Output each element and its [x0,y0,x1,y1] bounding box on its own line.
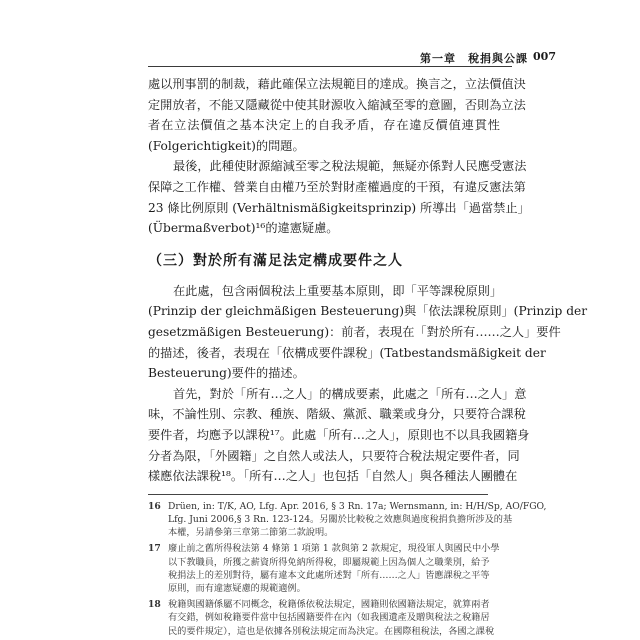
text-line: 處以刑事罰的制裁，藉此確保立法規範目的達成。換言之，立法價值決 [148,77,526,91]
footnote-16 [148,500,547,540]
footnote-number: 17 [148,543,161,555]
running-header: 第一章 稅捐與公課 [420,52,528,65]
text-line: 在此處，包含兩個稅法上重要基本原則，即「平等課稅原則」 [173,283,503,298]
footnote-line: 稅籍與國籍係屬不同概念，稅籍係依稅法規定，國籍則依國籍法規定，就算兩者 [168,599,490,611]
footnote-rule [148,494,488,495]
text-line: 要件者，均應予以課稅¹⁷。此處「所有…之人」，原則也不以具我國籍身 [148,427,530,442]
text-line: (Prinzip der gleichmäßigen Besteuerung)與「依法課稅原則」(Prinzip der [148,304,588,319]
section-heading: （三）對於所有滿足法定構成要件之人 [148,252,403,269]
page-number: 007 [533,50,556,63]
footnote-18 [148,598,500,638]
paragraph-4 [148,384,530,487]
footnote-number: 16 [148,500,161,512]
text-line: 保障之工作權、營業自由權乃至於對財產權過度的干預，有違反憲法第 [148,179,526,194]
text-line: 首先，對於「所有…之人」的構成要素，此處之「所有…之人」意 [173,386,527,401]
text-line: 樣應依法課稅¹⁸。「所有…之人」也包括「自然人」與各種法人團體在 [148,469,518,484]
text-line: gesetzmäßigen Besteuerung)：前者，表現在「對於所有……之人」要件 [148,324,561,339]
text-line: 定開放者，不能又隱藏從中使其財源收入縮減至零的意圖，否則為立法 [148,97,526,112]
footnote-line: Lfg. Juni 2006,§ 3 Rn. 123-124。另關於比較稅之效應與過度稅捐負擔所涉及的基 [168,513,513,525]
body-text [148,74,588,638]
footnote-line: 本權，另請參第三章第二節第二款說明。 [168,527,334,539]
footnote-line: 稅捐法上的差別對待，屬有違本文此處所述對「所有……之人」皆應課稅之平等 [168,569,490,581]
footnote-line: 原則，而有違憲疑慮的規範適例。 [168,582,306,594]
footnote-line: 有交錯，例如稅籍要件當中包括國籍要件在內（如我國遺產及贈與稅法之稅籍居 [168,612,490,624]
footnote-line: 廢止前之舊所得稅法第 4 條第 1 項第 1 款與第 2 款規定，現役軍人與國民中小學 [168,543,500,555]
text-line: (Folgerichtigkeit)的問題。 [148,138,305,153]
text-line: 的描述，後者，表現在「依構成要件課稅」(Tatbestandsmäßigkeit der [148,345,546,360]
text-line: 23 條比例原則 (Verhältnismäßigkeitsprinzip) 所導出「過當禁止」 [148,200,530,215]
footnote-line: 以下教職員，所獲之薪資所得免納所得稅，即屬規範上因為個人之職業別，給予 [168,556,490,568]
paragraph-2 [148,156,530,238]
text-line: 分者為限，「外國籍」之自然人或法人，只要符合稅法規定要件者，同 [148,448,520,463]
text-line: (Übermaßverbot)¹⁶的違憲疑慮。 [148,221,339,236]
text-line: 最後，此種使財源縮減至零之稅法規範，無疑亦係對人民應受憲法 [173,159,527,174]
text-line: 者在立法價值之基本決定上的自我矛盾，存在違反價值連貫性 [148,118,500,133]
footnote-line: Drüen, in: T/K, AO, Lfg. Apr. 2016, § 3 Rn. 17a; Wernsmann, in: H/H/Sp, AO/FGO, [168,500,547,512]
paragraph-3 [148,281,588,384]
footnote-17 [148,542,500,595]
text-line: Besteuerung)要件的描述。 [148,366,305,381]
paragraph-1 [148,74,526,156]
footnote-line: 民的要件規定），這也是依據各別稅法規定而為決定。在國際租稅法，各國之課稅 [168,625,495,637]
footnote-number: 18 [148,599,161,611]
header-rule [148,66,512,67]
text-line: 味，不論性別、宗教、種族、階級、黨派、職業或身分，只要符合課稅 [148,407,526,422]
